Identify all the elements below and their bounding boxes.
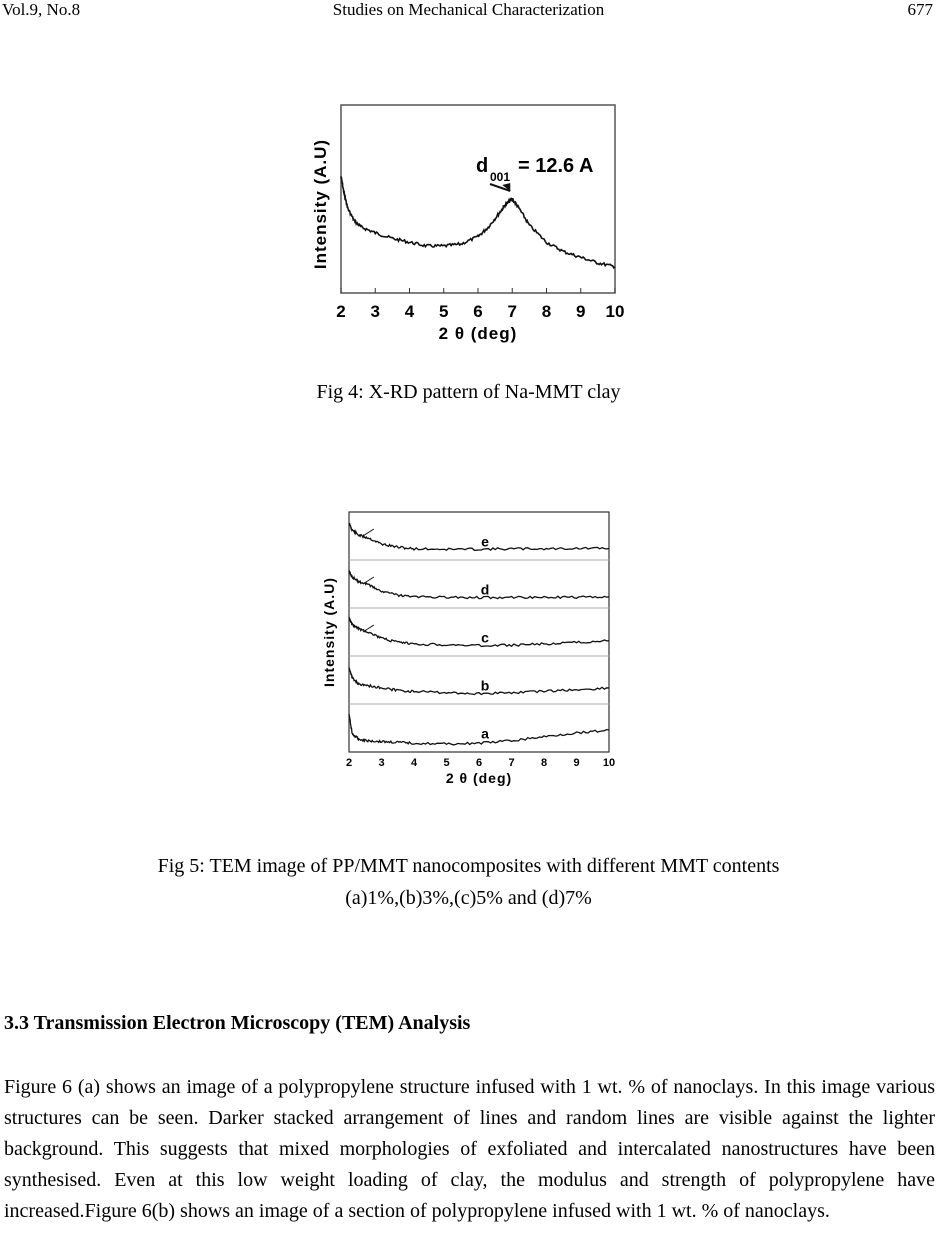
x-tick-label: 10: [605, 302, 625, 321]
series-label-b: b: [480, 677, 490, 694]
x-tick-label: 10: [602, 757, 616, 769]
annotation-label: d: [476, 155, 489, 177]
x-tick-label: 5: [443, 757, 450, 769]
series-line-e: [349, 524, 609, 551]
x-tick-label: 9: [573, 757, 580, 769]
x-tick-label: 3: [378, 757, 385, 769]
series-line-c: [349, 617, 609, 647]
x-tick-label: 9: [576, 302, 586, 321]
series-line-b: [349, 667, 609, 694]
page-number: 677: [907, 0, 933, 19]
x-tick-label: 4: [404, 302, 415, 321]
x-tick-label: 2: [336, 302, 346, 321]
x-axis-label: 2 θ (deg): [438, 324, 518, 343]
x-tick-label: 2: [345, 757, 353, 769]
section-paragraph: Figure 6 (a) shows an image of a polypropylene structure infused with 1 wt. % of nanoclays. In this image various structures can be seen. Darker stacked arrangement of lines and random lines are visible against the lighter background. This suggests that mixed morphologies of exfoliated and intercalated nanostructures have been synthesised. Even at this low weight loading of clay, the modulus and strength of polypropylene have increased.Figure 6(b) shows an image of a section of polypropylene infused with 1 wt. % of nanoclays.: [4, 1076, 935, 1222]
figure-5-caption-line-2: (a)1%,(b)3%,(c)5% and (d)7%: [345, 887, 592, 909]
x-tick-label: 3: [370, 302, 380, 321]
series-label-a: a: [481, 725, 489, 742]
x-axis-label: 2 θ (deg): [445, 770, 513, 786]
plot-frame: [349, 512, 609, 752]
x-tick-label: 4: [410, 757, 418, 769]
series-label-c: c: [481, 629, 489, 646]
x-tick-label: 7: [507, 302, 517, 321]
running-header-title: Studies on Mechanical Characterization: [332, 0, 605, 19]
x-tick-label: 5: [439, 302, 449, 321]
y-axis-label: Intensity (A.U): [311, 138, 330, 270]
x-tick-label: 8: [540, 757, 548, 769]
y-axis-label: Intensity (A.U): [321, 577, 337, 687]
peak-marker-c: [363, 625, 374, 632]
figure-4-caption: Fig 4: X-RD pattern of Na-MMT clay: [316, 381, 621, 403]
peak-marker-d: [363, 577, 374, 584]
annotation-subscript: 001: [490, 170, 511, 184]
series-label-d: d: [480, 581, 490, 598]
x-tick-label: 6: [475, 757, 483, 769]
series-line-a: [349, 714, 609, 745]
peak-marker-e: [363, 529, 374, 536]
annotation-value: = 12.6 A: [518, 155, 594, 177]
series-line-d: [349, 571, 609, 599]
figure-5-caption-line-1: Fig 5: TEM image of PP/MMT nanocomposites with different MMT contents: [157, 855, 780, 877]
x-tick-label: 6: [473, 302, 483, 321]
running-header-volume: Vol.9, No.8: [2, 0, 81, 19]
section-heading: 3.3 Transmission Electron Microscopy (TEM) Analysis: [4, 1012, 471, 1034]
x-tick-label: 8: [541, 302, 552, 321]
series-label-e: e: [481, 533, 489, 550]
x-tick-label: 7: [508, 757, 515, 769]
